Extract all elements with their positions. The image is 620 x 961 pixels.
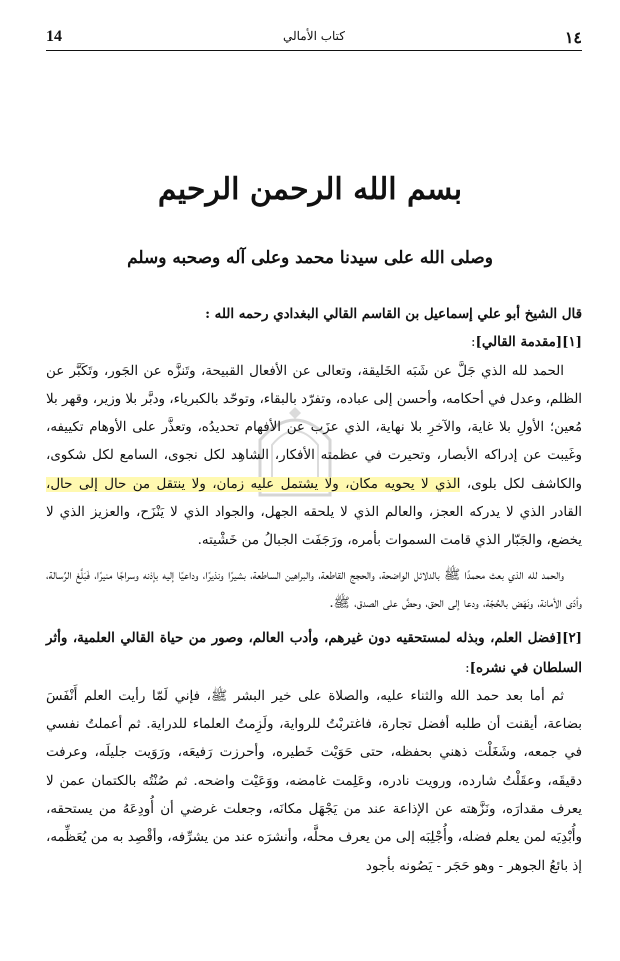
intro-line: قال الشيخ أبو علي إسماعيل بن القاسم القالي البغدادي رحمه الله : — [205, 306, 582, 322]
highlighted-text: الذي لا يحويه مكان، ولا يشتمل عليه زمان، ولا ينتقل من حال إلى حال، — [46, 476, 461, 492]
section-suffix: : — [471, 335, 476, 351]
running-header — [46, 28, 582, 51]
section-heading-2 — [46, 624, 582, 683]
paragraph-text: الحمد لله الذي جَلَّ عن شَبَه الخَليقة، وتعالى عن الأفعال القبيحة، وتَنزَّه عن الجَور، وتَكَبَّر عن الظلم، وعدل في أحكامه، وأحسن إلى عباده، وتفرّد بالبقاء، وتوحّد بالكبرياء، ودبَّر بلا وزير، وقهر بلا مُعين؛ الأولِ بلا غاية، والآخرِ بلا نهاية، الذي عزَب عن الأفهام تحديدُه، وتعذَّر على الأوهام تكييفه، وغَيبت عن إدراكه الأبصار، وتحيرت في عظمته الأفكار، الشاهِد لكل نجوى، السامع لكل شكوى، والكاشف لكل بلوى، — [46, 363, 582, 492]
basmala-calligraphy: بسم الله الرحمن الرحيم — [157, 172, 463, 207]
section-number: [٢] — [562, 630, 582, 647]
salawat-heading: وصلى الله على سيدنا محمد وعلى آله وصحبه وسلم — [127, 248, 493, 268]
page-number-arabic: ١٤ — [564, 28, 582, 47]
paragraph-text: القادر الذي لا يدركه العجز، والعالم الذي لا يلحقه الجهل، والجواد الذي لا يَنْزَح، والعزيز الذي لا يخضع، والجَبّار الذي قامت السموات بأمره، ورَجَفَت الجبالُ من خَشْيته. — [46, 505, 582, 549]
page-number-latin: 14 — [46, 28, 62, 45]
book-title: كتاب الأمالي — [282, 29, 346, 43]
body-text — [46, 300, 582, 881]
paragraph-praise — [46, 358, 582, 556]
section-heading-1 — [46, 328, 582, 357]
paragraph-knowledge: ثم أما بعد حمد الله والثناء عليه، والصلاة على خير البشر ﷺ، فإني لَمّا رأيت العلم أَنْفَسَ بضاعة، أيقنت أن طلبه أفضل تجارة، فاغتربْتُ للرواية، ولَزِمتُ العلماء للدراية. ثم أعملتُ نفسي في جمعه، وشَغَلْت ذهني بحفظه، حتى حَوَيْت خَطيره، وأحرزت رَفيعَه، ورَوَيت جليلَه، وعرفت دقيقَه، وعقَلْتُ شارده، ورويت نادره، وعَلِمت غامضه، ووَعَيْت واضحه. ثم صُنْتُه بالكتمان عمن لا يعرف مقدارَه، ونَزَّهته عن الإذاعة عند من يَجْهَل مكانَه، وجعلت غرضي أن أُودِعَهُ من يستحقه، وأُبْدِيَه لمن يعلم فضله، وأُجْلِبَه إلى من يعرف محلَّه، وأنشرَه عند من يشرِّفه، وأقْصِد به من يُعَظِّمه، إذ بائعُ الجوهر - وهو حَجَر - يَصُونه بأجود — [46, 688, 582, 874]
section-number: [١] — [562, 334, 582, 351]
paragraph-prophet: والحمد لله الذي بعث محمدًا ﷺ بالدلائل الواضحة، والحجج القاطعة، والبراهين الساطعة، بشيرًا ونذيرًا، وداعيًا إليه بإذنه وسراجًا منيرًا، فَبَلَّغ الرِّسالة، وأدّى الأمانة، ونَهَض بالحُجّة، ودعا إلى الحق، وحضَّ على الصدق، ﷺ. — [46, 567, 582, 611]
section-title: [فضل العلم، وبذله لمستحقيه دون غيرهم، وأدب العالم، وصور من حياة القالي العلمية، وأثر السلطان في نشره] — [46, 630, 582, 676]
section-suffix: : — [465, 660, 470, 676]
section-title: [مقدمة القالي] — [475, 334, 563, 351]
